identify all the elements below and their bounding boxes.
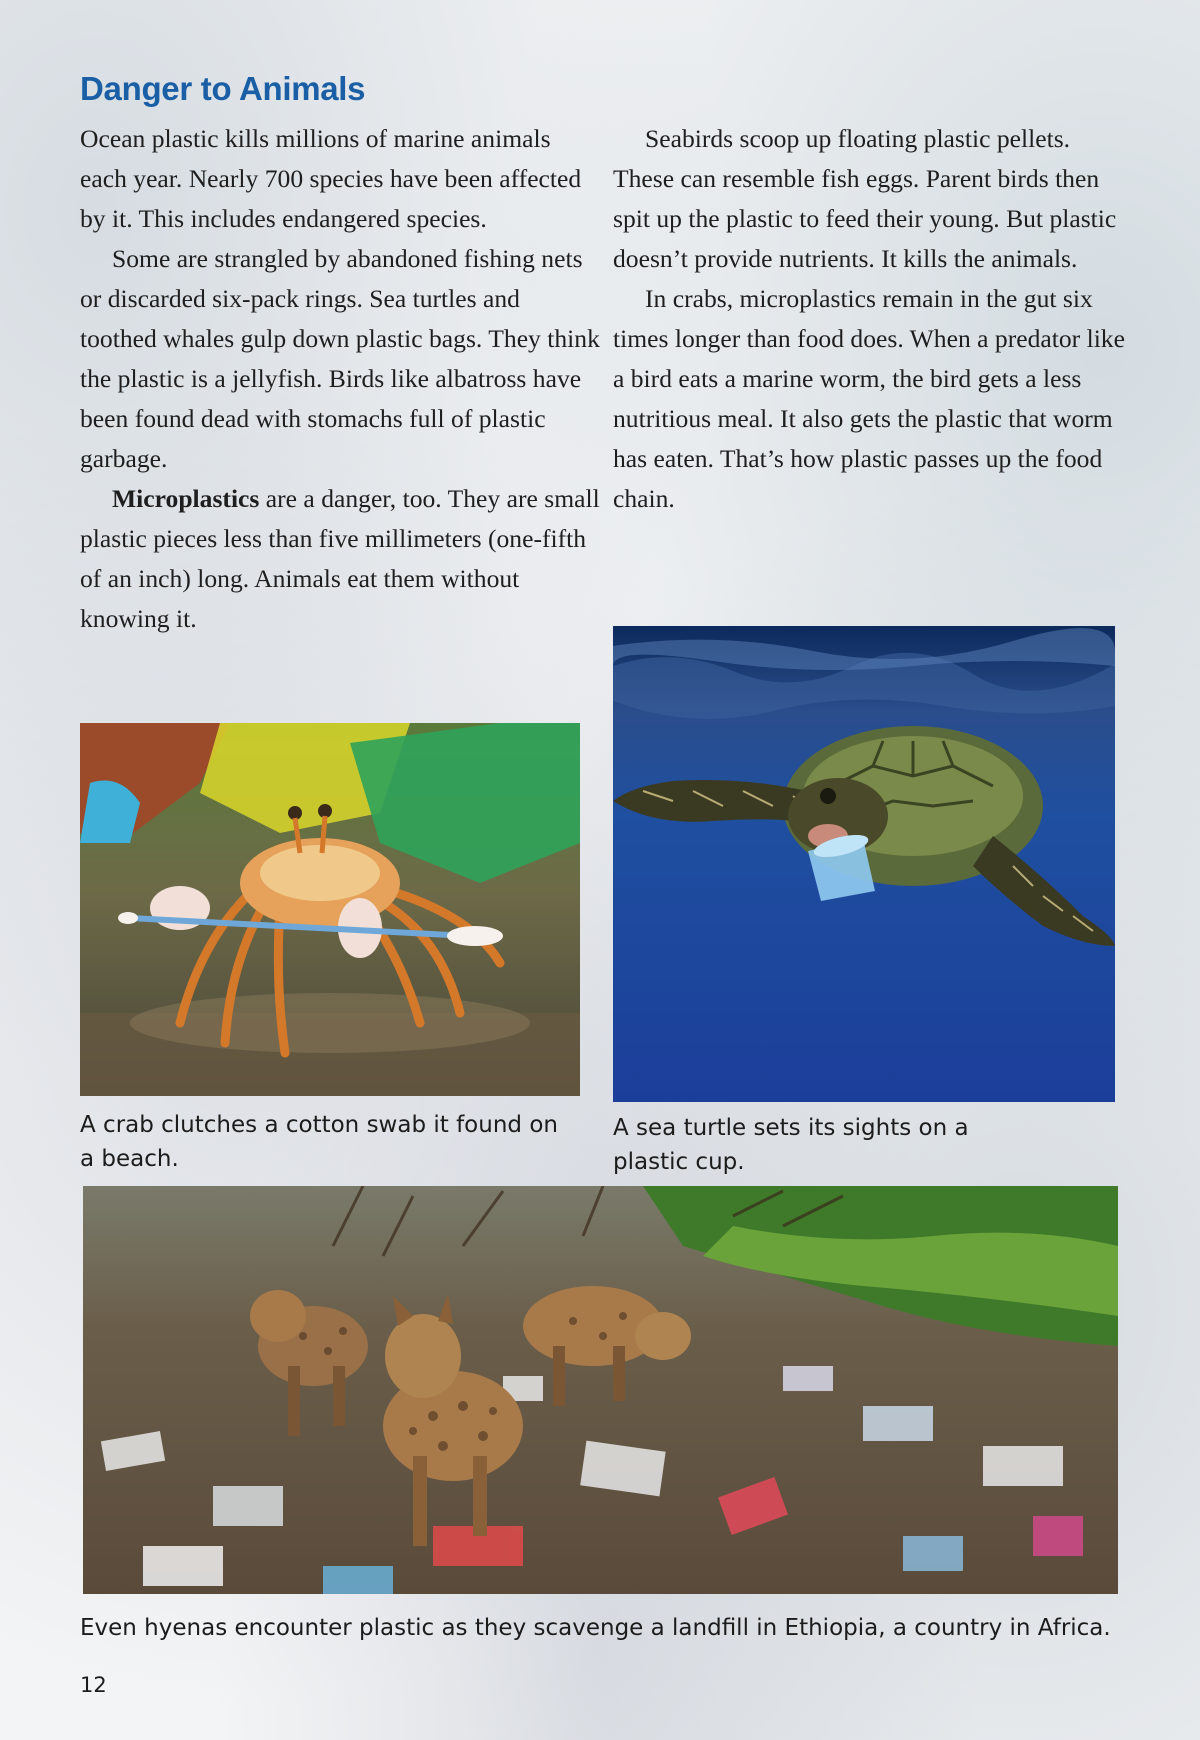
section-heading: Danger to Animals [80, 70, 366, 107]
turtle-photo-caption: A sea turtle sets its sights on a plastic cup. [613, 1115, 969, 1175]
hyena-photo-caption: Even hyenas encounter plastic as they scavenge a landfill in Ethiopia, a country in Africa. [80, 1615, 1111, 1641]
paragraph-text: are a danger, too. They are small plastic pieces less than five millimeters (one-fifth of an inch) long. Animals eat them without knowing it. [80, 484, 600, 633]
right-text-column [613, 119, 1133, 519]
crab-photo-caption: A crab clutches a cotton swab it found on a beach. [80, 1112, 558, 1172]
paragraph: Some are strangled by abandoned fishing nets or discarded six-pack rings. Sea turtles and toothed whales gulp down plastic bags. They think the plastic is a jellyfish. Birds like albatross have been found dead with stomachs full of plastic garbage. [80, 244, 600, 473]
paragraph: Ocean plastic kills millions of marine animals each year. Nearly 700 species have been affected by it. This includes endangered species. [80, 124, 582, 233]
turtle-photo [613, 626, 1115, 1102]
paragraph: Seabirds scoop up floating plastic pellets. These can resemble fish eggs. Parent birds then spit up the plastic to feed their young. But plastic doesn’t provide nutrients. It kills the animals. [613, 124, 1117, 273]
glossary-term: Microplastics [112, 484, 260, 513]
crab-photo [80, 723, 580, 1096]
hyena-photo [83, 1186, 1118, 1594]
paragraph: In crabs, microplastics remain in the gut six times longer than food does. When a predator like a bird eats a marine worm, the bird gets a less nutritious meal. It also gets the plastic that worm has eaten. That’s how plastic passes up the food chain. [613, 284, 1125, 513]
page-number: 12 [80, 1673, 107, 1697]
paragraph [80, 479, 600, 639]
left-text-column [80, 119, 600, 639]
